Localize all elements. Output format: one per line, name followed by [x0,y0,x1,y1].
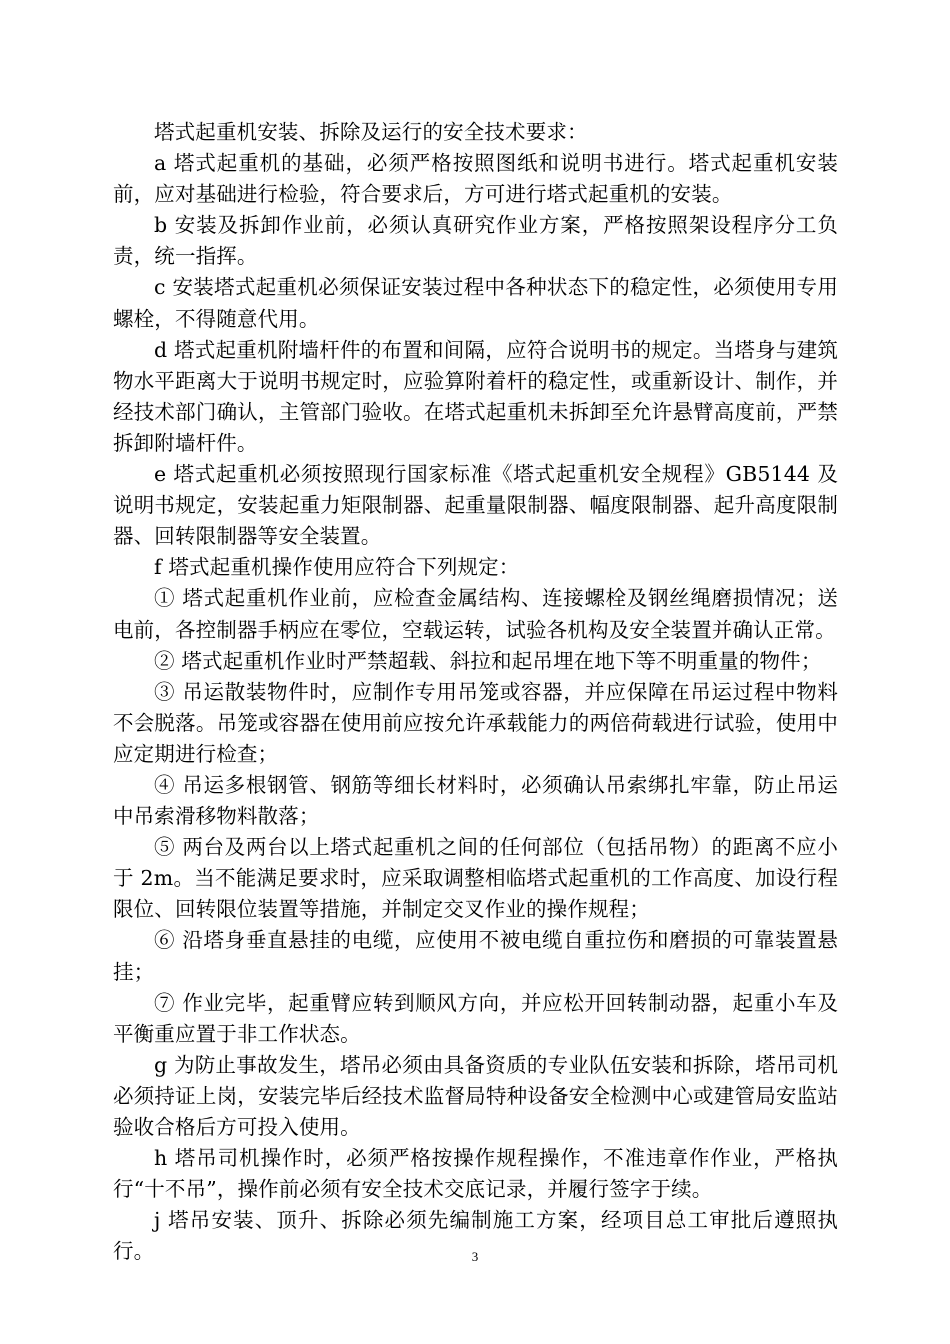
paragraph-a: a 塔式起重机的基础，必须严格按照图纸和说明书进行。塔式起重机安装前，应对基础进行检验，符合要求后，方可进行塔式起重机的安装。 [113,151,838,207]
paragraph-j: j 塔吊安装、顶升、拆除必须先编制施工方案，经项目总工审批后遵照执行。 [113,1208,838,1264]
paragraph-f: f 塔式起重机操作使用应符合下列规定： [154,555,520,580]
rule-item-4: ④ 吊运多根钢管、钢筋等细长材料时，必须确认吊索绑扎牢靠，防止吊运中吊索滑移物料散落； [113,772,838,829]
rule-item-7: ⑦ 作业完毕，起重臂应转到顺风方向，并应松开回转制动器，起重小车及平衡重应置于非工作状态。 [113,990,838,1046]
rule-item-3: ③ 吊运散装物件时，应制作专用吊笼或容器，并应保障在吊运过程中物料不会脱落。吊笼或容器在使用前应按允许承载能力的两倍荷载进行试验，使用中应定期进行检查； [113,679,838,766]
paragraph-g: g 为防止事故发生，塔吊必须由具备资质的专业队伍安装和拆除，塔吊司机必须持证上岗，安装完毕后经技术监督局特种设备安全检测中心或建管局安监站验收合格后方可投入使用。 [113,1052,838,1139]
rule-item-1: ① 塔式起重机作业前，应检查金属结构、连接螺栓及钢丝绳磨损情况；送电前，各控制器手柄应在零位，空载运转，试验各机构及安全装置并确认正常。 [113,586,838,642]
paragraph-b: b 安装及拆卸作业前，必须认真研究作业方案，严格按照架设程序分工负责，统一指挥。 [113,213,838,269]
paragraph-e: e 塔式起重机必须按照现行国家标准《塔式起重机安全规程》GB5144 及说明书规定，安装起重力矩限制器、起重量限制器、幅度限制器、起升高度限制器、回转限制器等安全装置。 [113,462,838,549]
rule-item-6: ⑥ 沿塔身垂直悬挂的电缆，应使用不被电缆自重拉伤和磨损的可靠装置悬挂； [113,928,838,984]
rule-item-5: ⑤ 两台及两台以上塔式起重机之间的任何部位（包括吊物）的距离不应小于 2m。当不能满足要求时，应采取调整相临塔式起重机的工作高度、加设行程限位、回转限位装置等措施，并制定交叉作业的操作规程； [113,835,838,922]
page-number: 3 [471,1249,479,1264]
document-body [113,117,838,1267]
section-heading: 塔式起重机安装、拆除及运行的安全技术要求： [154,120,588,144]
paragraph-d: d 塔式起重机附墙杆件的布置和间隔，应符合说明书的规定。当塔身与建筑物水平距离大于说明书规定时，应验算附着杆的稳定性，或重新设计、制作，并经技术部门确认，主管部门验收。在塔式起重机未拆卸至允许悬臂高度前，严禁拆卸附墙杆件。 [113,337,838,455]
rule-item-2: ② 塔式起重机作业时严禁超载、斜拉和起吊埋在地下等不明重量的物件； [154,648,822,673]
paragraph-h: h 塔吊司机操作时，必须严格按操作规程操作，不准违章作作业，严格执行“十不吊”，操作前必须有安全技术交底记录，并履行签字于续。 [113,1146,838,1202]
paragraph-c: c 安装塔式起重机必须保证安装过程中各种状态下的稳定性，必须使用专用螺栓，不得随意代用。 [113,275,838,331]
